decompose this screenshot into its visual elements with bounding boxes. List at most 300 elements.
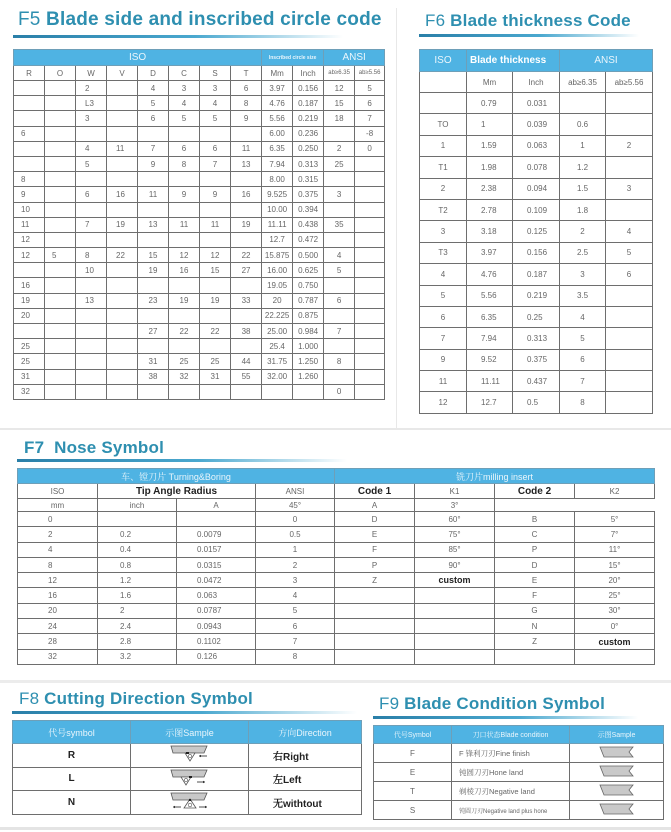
- f5-cell: 25.00: [262, 324, 293, 339]
- f5-cell: 38: [138, 369, 169, 384]
- f7-milling-cell: F: [495, 588, 575, 603]
- f5-cell: 9: [169, 187, 200, 202]
- f5-table-row: [14, 278, 385, 293]
- f7-col-k2: K2: [575, 484, 655, 499]
- f5-cell: 19: [107, 217, 138, 232]
- f6-cell: [560, 93, 606, 114]
- f5-cell: [107, 278, 138, 293]
- f5-cell: [45, 156, 76, 171]
- f6-cell: 1: [467, 114, 513, 135]
- f6-cell: 4.76: [467, 264, 513, 285]
- f5-cell: 13: [138, 217, 169, 232]
- f5-cell: 19: [200, 293, 231, 308]
- f5-cell: [107, 339, 138, 354]
- f5-cell: 3: [324, 187, 355, 202]
- f5-cell: 31: [14, 369, 45, 384]
- f5-cell: [324, 126, 355, 141]
- f5-table-row: [14, 141, 385, 156]
- f5-cell: 0.394: [293, 202, 324, 217]
- f7-turning-cell: 3.2: [98, 649, 177, 664]
- f5-cell: L3: [76, 96, 107, 111]
- f7-turning-cell: 0.8: [98, 557, 177, 572]
- f5-cell: 5: [355, 81, 385, 96]
- f9-symbol: T: [374, 782, 452, 801]
- f6-cell: 0.187: [513, 264, 560, 285]
- f9-title: [379, 694, 605, 714]
- f6-cell: 1.8: [560, 199, 606, 220]
- f5-cell: 19: [138, 263, 169, 278]
- f7-title-number: F7: [24, 438, 45, 457]
- f9-condition: 钝圆刀刃Hone land: [452, 763, 570, 782]
- f7-title-text: Nose Symbol: [44, 438, 164, 457]
- f5-header-inscribed: Inscribed circle size: [262, 50, 324, 66]
- f6-cell: 2.38: [467, 178, 513, 199]
- f7-table-row: [18, 634, 655, 649]
- f6-table-row: [420, 306, 653, 327]
- f5-cell: 12: [200, 248, 231, 263]
- f5-table-row: [14, 217, 385, 232]
- f6-cell: 2: [606, 135, 653, 156]
- f6-title: [425, 11, 631, 31]
- f5-cell: 12: [14, 248, 45, 263]
- f7-turning-cell: 1: [256, 542, 335, 557]
- f5-col-r: R: [14, 66, 45, 81]
- f5-cell: [107, 172, 138, 187]
- f5-cell: 7: [76, 217, 107, 232]
- f5-cell: 4: [76, 141, 107, 156]
- f5-cell: [324, 232, 355, 247]
- f5-cell: 6: [169, 141, 200, 156]
- f8-direction: 无withtout: [249, 791, 362, 815]
- f6-cell: T2: [420, 199, 467, 220]
- f6-cell: 0.109: [513, 199, 560, 220]
- f8-symbol: R: [13, 744, 131, 768]
- f5-cell: [76, 339, 107, 354]
- f8-table: [12, 720, 362, 815]
- f7-turning-cell: 24: [18, 619, 98, 634]
- f5-cell: [107, 354, 138, 369]
- f6-cell: 2.5: [560, 242, 606, 263]
- f5-cell: 27: [231, 263, 262, 278]
- f6-cell: 0.25: [513, 306, 560, 327]
- f5-cell: 5: [169, 111, 200, 126]
- f5-cell: [324, 308, 355, 323]
- f6-cell: [606, 199, 653, 220]
- f5-title-number: F5: [18, 9, 41, 30]
- left-hand-tool-icon: [167, 768, 213, 790]
- f6-cell: 0.156: [513, 242, 560, 263]
- f6-cell: 0.6: [560, 114, 606, 135]
- f7-table-row: [18, 603, 655, 618]
- f6-cell: 4: [560, 306, 606, 327]
- f5-cell: 0.313: [293, 156, 324, 171]
- f5-cell: 1.000: [293, 339, 324, 354]
- f9-table-row: [374, 801, 664, 820]
- f6-cell: 0.313: [513, 328, 560, 349]
- f5-cell: 20: [14, 308, 45, 323]
- f5-cell: 20: [262, 293, 293, 308]
- f5-cell: 8: [76, 248, 107, 263]
- f5-table-row: [14, 324, 385, 339]
- f5-cell: [45, 369, 76, 384]
- f9-table-row: [374, 782, 664, 801]
- f6-table-row: [420, 93, 653, 114]
- f5-cell: 22: [231, 248, 262, 263]
- f5-cell: 11: [138, 187, 169, 202]
- f9-condition: 钝圆刀刃Negative land plus hone: [452, 801, 570, 820]
- f7-turning-cell: 4: [18, 542, 98, 557]
- f5-cell: 0.375: [293, 187, 324, 202]
- f7-milling-cell: E: [495, 573, 575, 588]
- f6-cell: 6: [560, 349, 606, 370]
- f7-milling-cell: [575, 649, 655, 664]
- f5-cell: 3: [76, 111, 107, 126]
- f7-milling-cell: A: [335, 499, 415, 512]
- f7-milling-cell: custom: [575, 634, 655, 649]
- f9-condition: 剃棱刀刃Negative land: [452, 782, 570, 801]
- f5-cell: [231, 339, 262, 354]
- f7-milling-cell: Z: [335, 573, 415, 588]
- f5-cell: [231, 278, 262, 293]
- f5-cell: [14, 81, 45, 96]
- f5-cell: [107, 308, 138, 323]
- f5-cell: 7: [355, 111, 385, 126]
- f5-cell: [324, 369, 355, 384]
- f5-cell: 0.315: [293, 172, 324, 187]
- f8-sample: [131, 767, 249, 791]
- f9-symbol: F: [374, 744, 452, 763]
- f7-milling-cell: P: [495, 542, 575, 557]
- f7-table-row: [18, 557, 655, 572]
- f5-cell: 8: [14, 172, 45, 187]
- f6-cell: TO: [420, 114, 467, 135]
- f6-cell: 9: [420, 349, 467, 370]
- f6-cell: 0.125: [513, 221, 560, 242]
- f5-cell: 11.11: [262, 217, 293, 232]
- f5-cell: 25: [324, 156, 355, 171]
- f5-cell: [169, 384, 200, 399]
- f5-cell: 10: [76, 263, 107, 278]
- f7-milling-cell: Z: [495, 634, 575, 649]
- f5-cell: [45, 324, 76, 339]
- f5-cell: 15: [200, 263, 231, 278]
- horizontal-divider-bottom: [0, 680, 671, 683]
- f5-cell: 2: [76, 81, 107, 96]
- f7-col-ansi: ANSI: [256, 484, 335, 499]
- f5-cell: 33: [231, 293, 262, 308]
- f6-cell: 4: [420, 264, 467, 285]
- f6-table-row: [420, 392, 653, 413]
- f5-cell: [355, 339, 385, 354]
- f5-cell: 6.00: [262, 126, 293, 141]
- f7-col-code1: Code 1: [335, 484, 415, 499]
- f6-cell: 11.11: [467, 371, 513, 392]
- f7-col-code2: Code 2: [495, 484, 575, 499]
- f7-milling-cell: 0°: [575, 619, 655, 634]
- f5-table: [13, 49, 385, 400]
- f5-cell: [324, 339, 355, 354]
- f5-cell: [138, 172, 169, 187]
- f5-cell: 16.00: [262, 263, 293, 278]
- f5-cell: [107, 324, 138, 339]
- f5-cell: 9: [138, 156, 169, 171]
- f5-cell: 44: [231, 354, 262, 369]
- f6-title-underline: [419, 34, 639, 37]
- f5-cell: 11: [107, 141, 138, 156]
- f5-table-row: [14, 156, 385, 171]
- f5-cell: 15.875: [262, 248, 293, 263]
- f7-milling-cell: 85°: [415, 542, 495, 557]
- f5-cell: 9: [14, 187, 45, 202]
- f5-cell: [45, 81, 76, 96]
- f5-cell: [76, 308, 107, 323]
- f6-cell: T1: [420, 157, 467, 178]
- f5-cell: [76, 172, 107, 187]
- f5-cell: 25: [14, 339, 45, 354]
- f7-milling-cell: 15°: [575, 557, 655, 572]
- f5-cell: 16: [231, 187, 262, 202]
- f5-cell: 0.156: [293, 81, 324, 96]
- f5-cell: [107, 202, 138, 217]
- f5-cell: [355, 202, 385, 217]
- f9-table-row: [374, 763, 664, 782]
- f7-turning-cell: 8: [18, 557, 98, 572]
- f7-milling-cell: [415, 603, 495, 618]
- f7-turning-cell: 28: [18, 634, 98, 649]
- f5-table-row: [14, 96, 385, 111]
- f6-table-body: [420, 93, 653, 414]
- f5-column-headers: [14, 66, 385, 81]
- f9-symbol: S: [374, 801, 452, 820]
- f8-title-underline: [12, 711, 357, 714]
- f6-table-row: [420, 114, 653, 135]
- f6-cell: 4: [606, 221, 653, 242]
- f9-title-text: Blade Condition Symbol: [399, 694, 606, 713]
- f9-sample: [570, 782, 664, 801]
- f5-cell: 5: [200, 111, 231, 126]
- f5-col-s: S: [200, 66, 231, 81]
- f5-cell: 3.97: [262, 81, 293, 96]
- f6-cell: [606, 93, 653, 114]
- f5-cell: [45, 278, 76, 293]
- f8-table-row: [13, 744, 362, 768]
- f5-cell: 11: [14, 217, 45, 232]
- f6-table-row: [420, 371, 653, 392]
- f5-cell: [169, 232, 200, 247]
- f5-header-ansi: ANSI: [324, 50, 385, 66]
- f5-table-row: [14, 187, 385, 202]
- f6-cell: 1: [420, 135, 467, 156]
- f6-header-thickness: Blade thickness: [467, 50, 560, 72]
- f7-turning-cell: 0.0472: [177, 573, 256, 588]
- f8-table-row: [13, 767, 362, 791]
- f6-cell: 6: [420, 306, 467, 327]
- f7-milling-cell: B: [495, 512, 575, 527]
- f6-table: [419, 49, 653, 414]
- f5-title-text: Blade side and inscribed circle code: [40, 9, 382, 30]
- f5-cell: 12.7: [262, 232, 293, 247]
- f5-cell: 0.219: [293, 111, 324, 126]
- f5-cell: 5: [76, 156, 107, 171]
- f7-milling-cell: custom: [415, 573, 495, 588]
- f7-turning-cell: 1.6: [98, 588, 177, 603]
- f6-cell: [606, 349, 653, 370]
- f5-cell: 0.187: [293, 96, 324, 111]
- f6-header-ansi: ANSI: [560, 50, 653, 72]
- f5-cell: 0.472: [293, 232, 324, 247]
- f5-cell: [76, 232, 107, 247]
- f5-cell: [45, 217, 76, 232]
- f5-cell: [107, 263, 138, 278]
- f5-col-ansi2: ab≥5.56: [355, 66, 385, 81]
- f8-sample: [131, 791, 249, 815]
- f5-cell: [355, 278, 385, 293]
- f5-cell: [45, 141, 76, 156]
- f5-cell: 4: [169, 96, 200, 111]
- f5-col-w: W: [76, 66, 107, 81]
- f6-cell: [606, 328, 653, 349]
- f7-turning-cell: 8: [256, 649, 335, 664]
- f6-cell: [420, 93, 467, 114]
- f6-cell: 5.56: [467, 285, 513, 306]
- f5-table-row: [14, 172, 385, 187]
- f5-cell: 31: [200, 369, 231, 384]
- f5-cell: 6.35: [262, 141, 293, 156]
- f5-cell: 19: [231, 217, 262, 232]
- f5-cell: [107, 293, 138, 308]
- f7-col-tip-angle-radius: Tip Angle Radius: [98, 484, 256, 499]
- f6-cell: 1.2: [560, 157, 606, 178]
- f5-cell: 6: [231, 81, 262, 96]
- f7-title-underline: [17, 459, 347, 462]
- f5-cell: 19.05: [262, 278, 293, 293]
- f5-table-row: [14, 126, 385, 141]
- f5-table-row: [14, 232, 385, 247]
- f5-table-row: [14, 263, 385, 278]
- f8-col-sample: 示图Sample: [131, 721, 249, 744]
- f5-cell: 3: [200, 81, 231, 96]
- f5-cell: [107, 369, 138, 384]
- f5-cell: [324, 278, 355, 293]
- f5-cell: [200, 172, 231, 187]
- f7-milling-cell: P: [335, 557, 415, 572]
- f6-cell: [606, 392, 653, 413]
- f9-sample: [570, 801, 664, 820]
- f9-col-condition: 刀口状态Blade condition: [452, 726, 570, 744]
- f5-cell: 8: [231, 96, 262, 111]
- f5-cell: 5.56: [262, 111, 293, 126]
- f7-milling-cell: 90°: [415, 557, 495, 572]
- f6-title-text: Blade thickness Code: [445, 11, 631, 30]
- f5-cell: [324, 172, 355, 187]
- f7-turning-cell: 0.4: [98, 542, 177, 557]
- f5-cell: [14, 111, 45, 126]
- f7-milling-cell: 25°: [575, 588, 655, 603]
- f6-cell: 1: [560, 135, 606, 156]
- f5-cell: [231, 126, 262, 141]
- f5-cell: [355, 248, 385, 263]
- f7-turning-cell: 12: [18, 573, 98, 588]
- f5-cell: [107, 232, 138, 247]
- f5-cell: 22: [107, 248, 138, 263]
- f6-title-number: F6: [425, 11, 446, 30]
- f7-milling-cell: [335, 649, 415, 664]
- f6-cell: 12.7: [467, 392, 513, 413]
- f5-cell: 16: [107, 187, 138, 202]
- f7-milling-cell: 7°: [575, 527, 655, 542]
- f5-cell: 5: [324, 263, 355, 278]
- f6-col-inch: Inch: [513, 72, 560, 93]
- f7-col-k1: K1: [415, 484, 495, 499]
- f5-cell: [231, 308, 262, 323]
- f5-cell: [355, 308, 385, 323]
- f5-cell: 5: [45, 248, 76, 263]
- f6-table-row: [420, 242, 653, 263]
- f5-cell: 32: [169, 369, 200, 384]
- f5-cell: 10.00: [262, 202, 293, 217]
- f5-cell: [14, 263, 45, 278]
- f5-cell: 9.525: [262, 187, 293, 202]
- f6-cell: 2: [560, 221, 606, 242]
- f5-cell: [76, 354, 107, 369]
- f5-cell: 10: [14, 202, 45, 217]
- f5-cell: [76, 202, 107, 217]
- f7-header-turning: 车、镗刀片 Turning&Boring: [18, 469, 335, 484]
- f7-table-row: [18, 619, 655, 634]
- f5-cell: [231, 384, 262, 399]
- f6-cell: 3.18: [467, 221, 513, 242]
- f7-milling-cell: [415, 588, 495, 603]
- f5-cell: [45, 354, 76, 369]
- f5-cell: [45, 308, 76, 323]
- f5-table-row: [14, 339, 385, 354]
- f7-turning-cell: [98, 512, 177, 527]
- f5-cell: [45, 293, 76, 308]
- f7-milling-cell: 3°: [415, 499, 495, 512]
- f5-cell: [231, 232, 262, 247]
- f7-turning-cell: 32: [18, 649, 98, 664]
- f5-cell: 13: [231, 156, 262, 171]
- f6-cell: 2.78: [467, 199, 513, 220]
- f5-cell: 4: [138, 81, 169, 96]
- f7-milling-cell: D: [495, 557, 575, 572]
- f5-cell: [355, 263, 385, 278]
- f5-cell: [45, 384, 76, 399]
- f7-turning-cell: 0: [256, 512, 335, 527]
- f5-cell: 32.00: [262, 369, 293, 384]
- sharp-edge-icon: [599, 746, 635, 760]
- f6-table-row: [420, 221, 653, 242]
- f5-cell: [293, 384, 324, 399]
- f5-cell: [355, 156, 385, 171]
- f6-table-row: [420, 199, 653, 220]
- f7-turning-cell: 2.4: [98, 619, 177, 634]
- f5-cell: -8: [355, 126, 385, 141]
- f5-cell: 25: [200, 354, 231, 369]
- f5-cell: [107, 96, 138, 111]
- f7-milling-cell: C: [495, 527, 575, 542]
- f7-turning-cell: 0: [18, 512, 98, 527]
- f7-col-inch: inch: [98, 499, 177, 512]
- f5-cell: [355, 293, 385, 308]
- f6-table-row: [420, 264, 653, 285]
- f5-cell: [138, 126, 169, 141]
- f7-table-row: [18, 573, 655, 588]
- honed-edge-icon: [599, 765, 635, 779]
- f5-table-row: [14, 354, 385, 369]
- f5-col-mm: Mm: [262, 66, 293, 81]
- f5-cell: [355, 354, 385, 369]
